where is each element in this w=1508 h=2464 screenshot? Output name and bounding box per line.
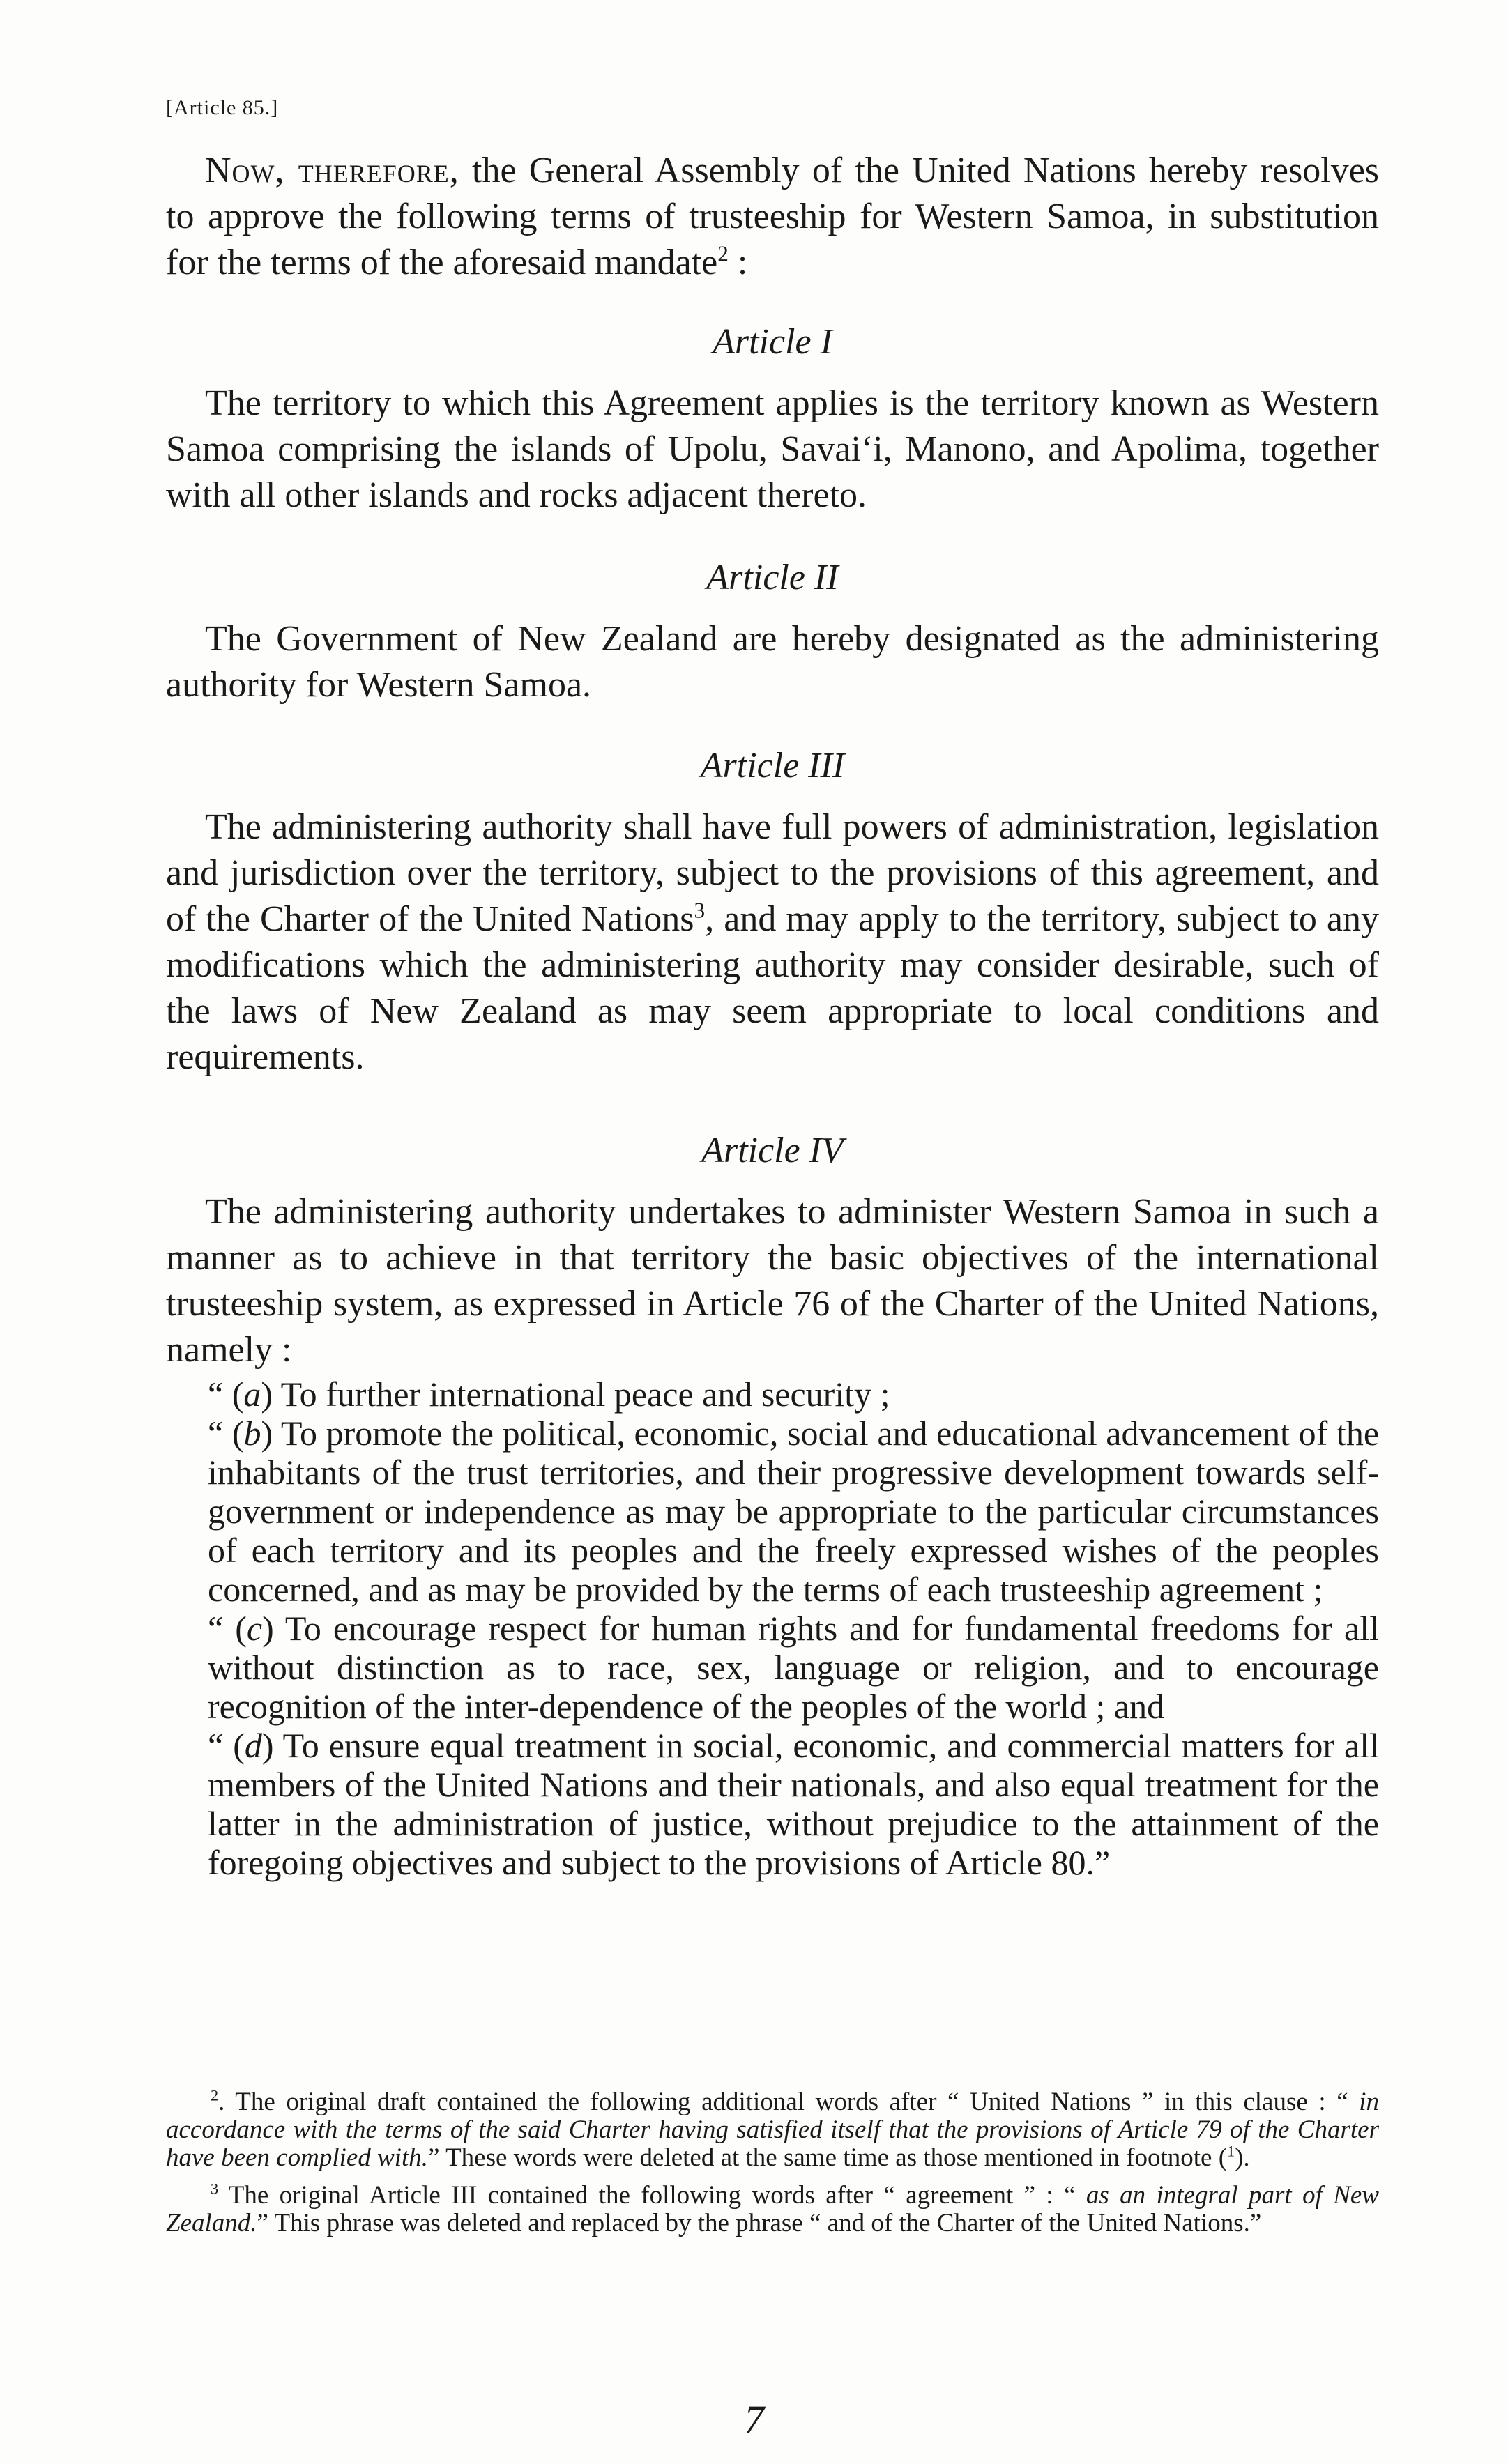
article-heading: Article I [713,322,832,362]
page-number: 7 [744,2397,764,2442]
objective-b: “ (b) To promote the political, economic, social and educational advancement of the inhabitants of the trust territories, and their progressive development towards self-government or independence as may be appropriate to the particular circumstances of each territory and its peoples and the freely expressed wishes of the peoples concerned, and as may be provided by the terms of each trusteeship agreement ; [208,1414,1380,1609]
objective-c: “ (c) To encourage respect for human rights and for fundamental freedoms for all without distinction as to race, sex, language or religion, and to encourage recognition of the inter-dependence of the peoples of the world ; and [208,1609,1379,1726]
article-heading: Article IV [701,1131,844,1170]
preamble-text: the General Assembly of the United Nations hereby resolves to approve the following terms of trusteeship for Western Samoa, in substitution for the terms of the aforesaid mandate [166,151,1380,282]
article-2 [166,555,1379,708]
article-heading: Article III [700,746,845,786]
footnote-ref-3: 3 [694,898,706,923]
article-text: The Government of New Zealand are hereby designated as the administering authority for Western Samoa. [166,619,1379,705]
article-text: The territory to which this Agreement applies is the territory known as Western Samoa comprising the islands of Upolu, Savai‘i, Manono, and Apolima, together with all other islands and rocks adjacent thereto. [166,383,1379,515]
article-1 [166,319,1379,519]
article-heading: Article II [706,558,839,597]
article-4 [166,1128,1379,1373]
article-reference: [Article 85.] [166,96,279,119]
footnote-2: $^2$. The original draft contained the following additional words after “ United Nations ” in this clause : “ in accordance with the terms of the said Charter having satisfied itself that the provisions of Article 79 of the Charter have been complied with.” These words were deleted at the same time as those mentioned in footnote ($^1$). [166,2086,1379,2172]
objective-a: “ (a) To further international peace and security ; [208,1375,890,1414]
footnote-3: $^3$ The original Article III contained the following words after “ agreement ” : “ as an integral part of New Zealand.” This phrase was deleted and replaced by the phrase “ and of the Charter of the United Nations.” [166,2180,1379,2237]
article-text: The administering authority undertakes to administer Western Samoa in such a manner as to achieve in that territory the basic objectives of the international trusteeship system, as expressed in Article 76 of the Charter of the United Nations, namely : [166,1192,1379,1370]
preamble-lead: Now, therefore, [205,151,459,190]
objectives-list [166,1375,1379,1882]
preamble [166,148,1379,286]
preamble-tail: : [728,243,748,282]
footnote-ref-2: 2 [717,241,729,266]
footnotes [166,2088,1379,2237]
preamble-paragraph [166,148,1379,286]
article-3 [166,743,1379,1080]
article-text: The administering authority shall have full powers of administration, legislation and jurisdiction over the territory, subject to the provisions of this agreement, and of the Charter of the United Nations$^3$, and may apply to the territory, subject to any modifications which the administering authority may consider desirable, such of the laws of New Zealand as may seem appropriate to local conditions and requirements. [166,807,1380,1077]
objective-d: “ (d) To ensure equal treatment in social, economic, and commercial matters for all members of the United Nations and their nationals, and also equal treatment for the latter in the administration of justice, without prejudice to the attainment of the foregoing objectives and subject to the provisions of Article 80.” [208,1726,1379,1882]
